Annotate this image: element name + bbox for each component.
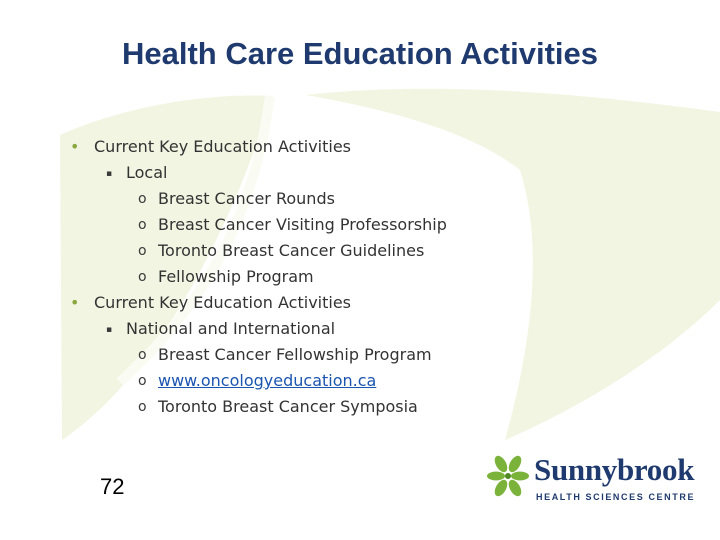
bullet-text: Toronto Breast Cancer Symposia bbox=[158, 397, 418, 416]
bullet-item-level-2 bbox=[64, 316, 447, 342]
bullet-marker: o bbox=[138, 191, 147, 207]
bullet-item-level-3 bbox=[64, 186, 447, 212]
bullet-marker: o bbox=[138, 269, 147, 285]
bullet-marker: o bbox=[138, 373, 147, 389]
bullet-text: Toronto Breast Cancer Guidelines bbox=[158, 241, 425, 260]
bullet-list bbox=[64, 134, 447, 420]
bullet-marker: ▪ bbox=[106, 325, 113, 335]
sunnybrook-logo bbox=[486, 452, 696, 508]
slide-title: Health Care Education Activities bbox=[121, 36, 599, 71]
bullet-item-level-3 bbox=[64, 342, 447, 368]
bullet-text: National and International bbox=[126, 319, 336, 338]
page-number: 72 bbox=[100, 474, 125, 499]
bullet-marker: • bbox=[70, 137, 80, 156]
bullet-marker: o bbox=[138, 347, 147, 363]
bullet-item-level-3 bbox=[64, 238, 447, 264]
logo-name: Sunnybrook bbox=[534, 452, 695, 487]
bullet-marker: o bbox=[138, 399, 147, 415]
bullet-item-level-2 bbox=[64, 160, 447, 186]
bullet-item-level-3[interactable] bbox=[64, 368, 447, 394]
bullet-text: Current Key Education Activities bbox=[94, 293, 352, 312]
bullet-item-level-1 bbox=[64, 134, 447, 160]
bullet-item-level-3 bbox=[64, 264, 447, 290]
bullet-text: Local bbox=[126, 163, 168, 182]
bullet-text: Current Key Education Activities bbox=[94, 137, 352, 156]
bullet-marker: • bbox=[70, 293, 80, 312]
sunnybrook-leaf-logo-icon bbox=[486, 454, 530, 498]
bullet-marker: ▪ bbox=[106, 169, 113, 179]
bullet-text: Fellowship Program bbox=[158, 267, 314, 286]
bullet-text: Breast Cancer Fellowship Program bbox=[158, 345, 432, 364]
bullet-text: Breast Cancer Visiting Professorship bbox=[158, 215, 447, 234]
bullet-text: Breast Cancer Rounds bbox=[158, 189, 335, 208]
bullet-marker: o bbox=[138, 217, 147, 233]
logo-subtitle: HEALTH SCIENCES CENTRE bbox=[536, 492, 696, 502]
bullet-item-level-3 bbox=[64, 394, 447, 420]
bullet-item-level-1 bbox=[64, 290, 447, 316]
bullet-item-level-3 bbox=[64, 212, 447, 238]
link-oncologyeducation[interactable]: www.oncologyeducation.ca bbox=[158, 371, 377, 390]
bullet-marker: o bbox=[138, 243, 147, 259]
